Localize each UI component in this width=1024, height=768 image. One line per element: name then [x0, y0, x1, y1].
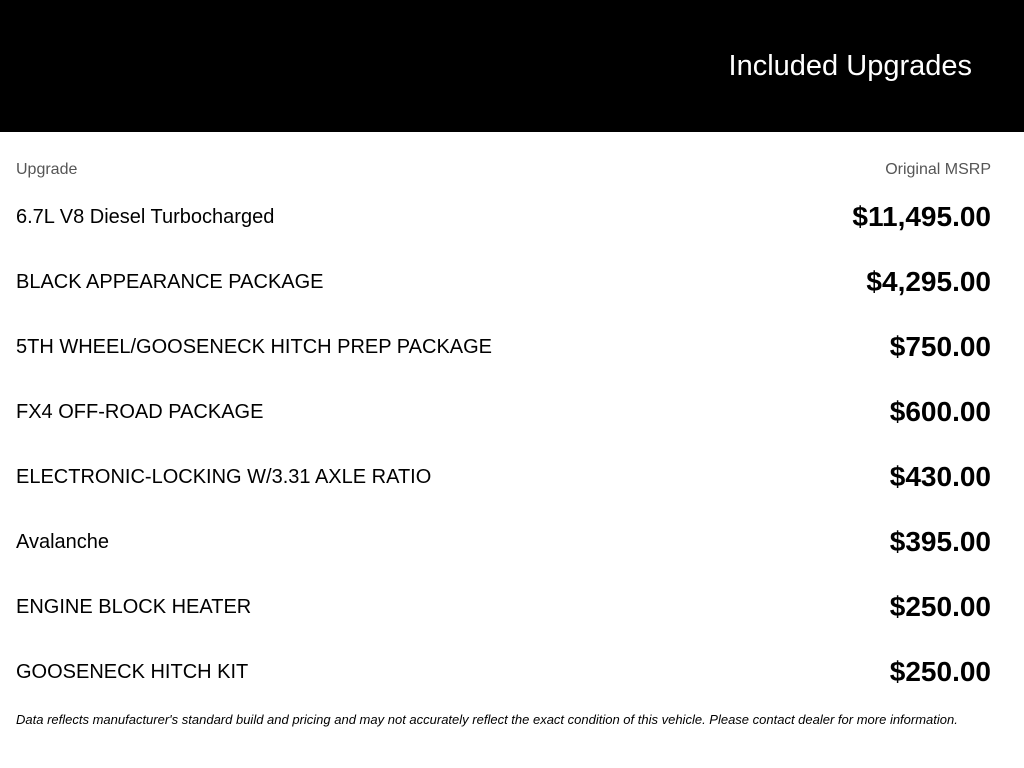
- upgrade-price: $430.00: [889, 461, 991, 492]
- upgrade-price: $395.00: [889, 526, 991, 557]
- column-header-upgrade: Upgrade: [16, 161, 78, 178]
- disclaimer-text: Data reflects manufacturer's standard build and pricing and may not accurately reflect the exact condition of this vehicle. Please contact dealer for more information.: [16, 712, 958, 727]
- upgrade-name: ENGINE BLOCK HEATER: [16, 596, 252, 618]
- list-item: [16, 250, 991, 315]
- list-item: [16, 640, 991, 705]
- upgrade-name: Avalanche: [16, 531, 110, 553]
- upgrade-price: $250.00: [889, 591, 991, 622]
- list-item: [16, 315, 991, 380]
- upgrade-name: GOOSENECK HITCH KIT: [16, 661, 249, 683]
- column-header-msrp: Original MSRP: [885, 161, 991, 178]
- upgrade-name: 6.7L V8 Diesel Turbocharged: [16, 206, 275, 228]
- list-item: [16, 510, 991, 575]
- upgrade-price: $750.00: [889, 331, 991, 362]
- list-item: [16, 445, 991, 510]
- upgrade-price: $11,495.00: [852, 201, 991, 232]
- upgrade-price: $4,295.00: [866, 266, 991, 297]
- upgrade-price: $250.00: [889, 656, 991, 687]
- upgrade-name: BLACK APPEARANCE PACKAGE: [16, 271, 324, 293]
- header-bar: [0, 0, 1024, 132]
- upgrade-name: 5TH WHEEL/GOOSENECK HITCH PREP PACKAGE: [16, 336, 493, 358]
- list-item: [16, 380, 991, 445]
- upgrade-name: FX4 OFF-ROAD PACKAGE: [16, 401, 264, 423]
- list-item: [16, 185, 991, 250]
- upgrade-name: ELECTRONIC-LOCKING W/3.31 AXLE RATIO: [16, 466, 432, 488]
- upgrades-list: [16, 185, 991, 705]
- list-item: [16, 575, 991, 640]
- upgrade-price: $600.00: [889, 396, 991, 427]
- page-title: Included Upgrades: [728, 50, 972, 82]
